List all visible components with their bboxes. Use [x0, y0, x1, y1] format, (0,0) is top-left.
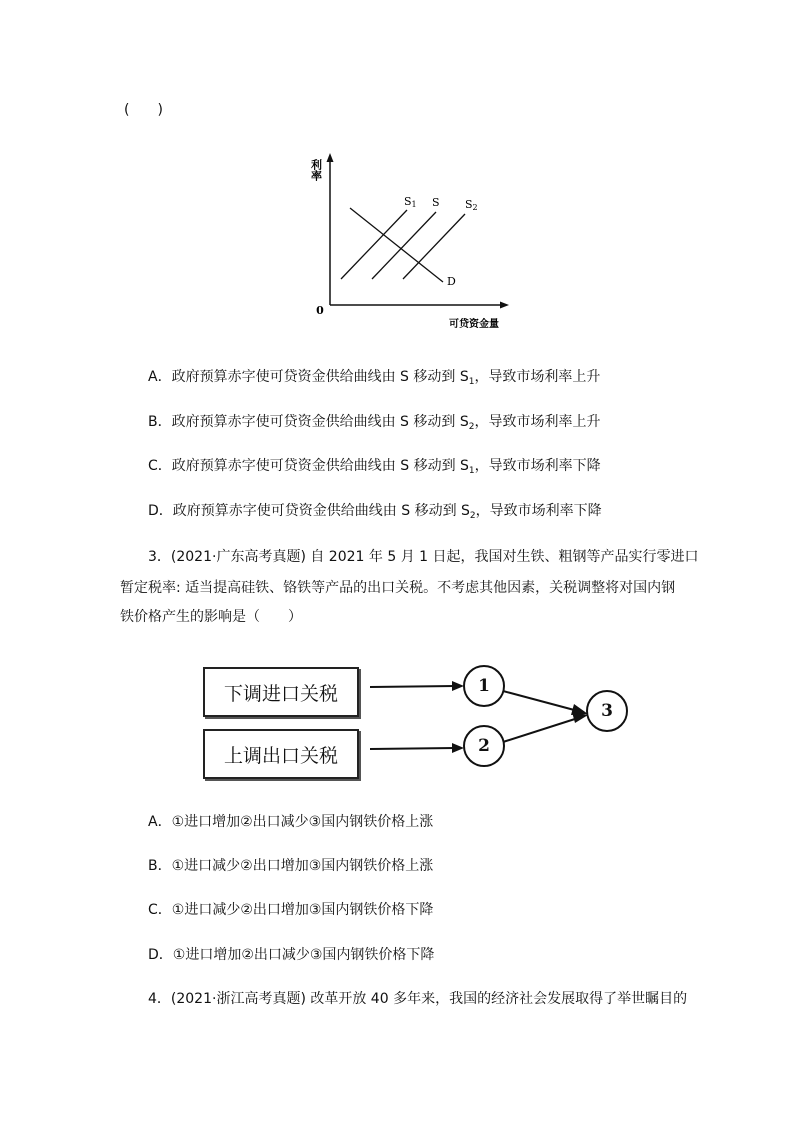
box-lower-import-tariff	[203, 667, 359, 717]
option-letter: B．	[148, 414, 172, 430]
curve-label-d: D	[447, 275, 456, 288]
option-text: ①进口减少②出口增加③国内钢铁价格下降	[171, 902, 434, 918]
y-axis-label: 利率	[309, 159, 323, 181]
curve-label-s: S	[432, 196, 440, 209]
q3-stem-line-2: 暂定税率: 适当提高硅铁、铬铁等产品的出口关税。不考虑其他因素，关税调整将对国内钢	[120, 580, 676, 596]
q3-option-a[interactable]	[148, 812, 433, 832]
option-subscript: 2	[469, 511, 476, 521]
option-text-end: ，导致市场利率下降	[474, 458, 601, 474]
option-subscript: 1	[468, 377, 475, 387]
q3-option-d[interactable]	[148, 945, 434, 965]
box-lower-import-tariff-label: 下调进口关税	[223, 682, 338, 705]
circle-2-label: 2	[478, 736, 490, 756]
circle-3	[586, 690, 628, 732]
q2-option-c[interactable]	[148, 456, 601, 476]
option-letter: C．	[148, 458, 172, 474]
option-text: 政府预算赤字使可贷资金供给曲线由 S 移动到 S	[171, 458, 469, 474]
arrow-box1-to-c1	[370, 686, 455, 687]
curve-label-s1: S1	[404, 195, 417, 209]
origin-label: 0	[316, 304, 324, 317]
supply-curve-s1	[341, 210, 407, 279]
loanable-funds-graph	[300, 150, 530, 335]
option-subscript: 2	[468, 422, 475, 432]
q2-option-b[interactable]	[148, 412, 600, 432]
box-raise-export-tariff-label: 上调出口关税	[223, 744, 338, 767]
x-axis-arrow-icon	[500, 302, 509, 309]
q2-option-d[interactable]	[148, 501, 602, 521]
q2-option-a[interactable]	[148, 367, 600, 387]
circle-1-label: 1	[478, 676, 490, 696]
curve-label-s2: S2	[465, 198, 478, 212]
option-text-end: ，导致市场利率下降	[475, 503, 602, 519]
circle-1	[463, 665, 505, 707]
x-axis-label: 可贷资金量	[449, 319, 499, 330]
option-text-end: ，导致市场利率上升	[474, 369, 601, 385]
option-text: ①进口增加②出口减少③国内钢铁价格上涨	[171, 814, 434, 830]
arrow-box2-to-c2	[370, 748, 455, 749]
q3-stem-line-3: 铁价格产生的影响是（ ）	[120, 609, 302, 625]
option-letter: D．	[148, 503, 173, 519]
option-letter: A．	[148, 369, 172, 385]
q3-stem-line-1: 3．(2021·广东高考真题) 自 2021 年 5 月 1 日起，我国对生铁、粗钢等产品实行零进口	[148, 549, 699, 565]
option-text: 政府预算赤字使可贷资金供给曲线由 S 移动到 S	[171, 414, 469, 430]
option-text: 政府预算赤字使可贷资金供给曲线由 S 移动到 S	[171, 369, 469, 385]
q3-option-b[interactable]	[148, 856, 433, 876]
box-raise-export-tariff	[203, 729, 359, 779]
option-text: ①进口减少②出口增加③国内钢铁价格上涨	[171, 858, 434, 874]
y-axis-arrow-icon	[327, 153, 334, 162]
option-letter: B．	[148, 858, 172, 874]
option-text: 政府预算赤字使可贷资金供给曲线由 S 移动到 S	[172, 503, 470, 519]
option-letter: D．	[148, 947, 173, 963]
circle-2	[463, 725, 505, 767]
option-subscript: 1	[468, 466, 475, 476]
option-letter: C．	[148, 902, 172, 918]
arrow-c2-to-c3	[503, 718, 578, 742]
q4-stem-line-1: 4．(2021·浙江高考真题) 改革开放 40 多年来，我国的经济社会发展取得了举世瞩目的	[148, 991, 688, 1007]
circle-3-label: 3	[601, 701, 613, 721]
option-text: ①进口增加②出口减少③国内钢铁价格下降	[172, 947, 435, 963]
q3-option-c[interactable]	[148, 900, 433, 920]
answer-bracket: ( )	[124, 102, 163, 118]
option-letter: A．	[148, 814, 172, 830]
option-text-end: ，导致市场利率上升	[474, 414, 601, 430]
supply-curve-s2	[403, 214, 465, 279]
arrow-c1-to-c3	[503, 691, 578, 711]
